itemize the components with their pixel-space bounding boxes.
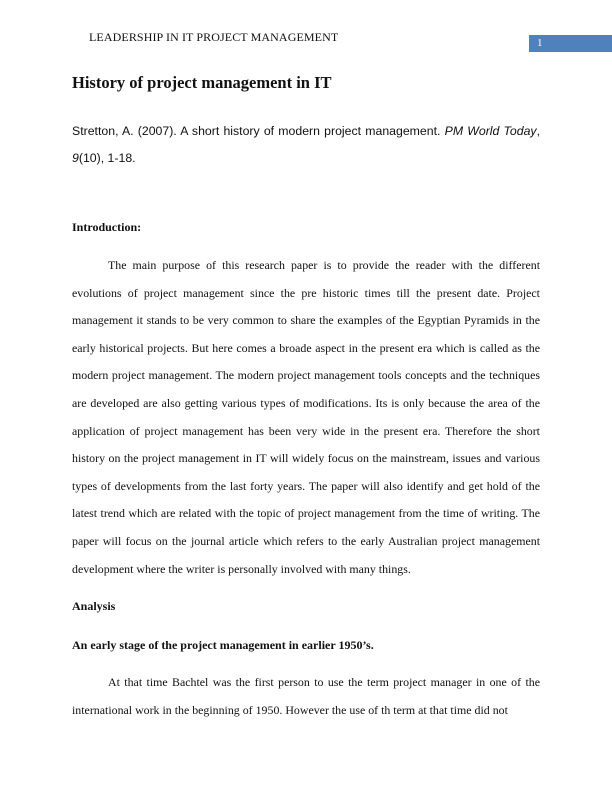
- citation-volume: 9: [72, 151, 79, 165]
- introduction-heading: Introduction:: [72, 220, 142, 234]
- citation-journal: PM World Today: [444, 124, 537, 138]
- citation-authors: Stretton, A. (2007). A short history of modern project management.: [72, 124, 441, 138]
- introduction-text: The main purpose of this research paper is to provide the reader with the different evolutions of project management since the pre historic times till the present date. Project management it stands to be very common to share the examples of the Egyptian Pyramids in the early historical projects. But here comes a broade aspect in the present era which is called as the modern project management. The modern project management tools concepts and the techniques are developed are also getting various types of modifications. Its is only because the area of the application of project management has been very wide in the present era. Therefore the short history on the project management in IT will widely focus on the mainstream, issues and various types of developments from the last forty years. The paper will also identify and get hold of the latest trend which are related with the topic of project management from the time of writing. The paper will focus on the journal article which refers to the early Australian project management development where the writer is personally involved with many things.: [72, 258, 540, 576]
- citation: [72, 118, 540, 172]
- document-title: History of project management in IT: [72, 73, 332, 92]
- analysis-subheading: An early stage of the project management in earlier 1950’s.: [72, 638, 374, 652]
- analysis-text: At that time Bachtel was the first person to use the term project manager in one of the international work in the beginning of 1950. However the use of th term at that time did not: [72, 675, 540, 717]
- page-number-badge: [529, 35, 612, 52]
- running-head: LEADERSHIP IN IT PROJECT MANAGEMENT: [89, 30, 339, 44]
- analysis-heading: Analysis: [72, 599, 116, 613]
- citation-separator: ,: [536, 124, 541, 138]
- analysis-paragraph: [72, 669, 540, 724]
- page-number: 1: [537, 37, 543, 49]
- introduction-paragraph: [72, 252, 540, 583]
- citation-issue-pages: (10), 1-18.: [78, 151, 136, 165]
